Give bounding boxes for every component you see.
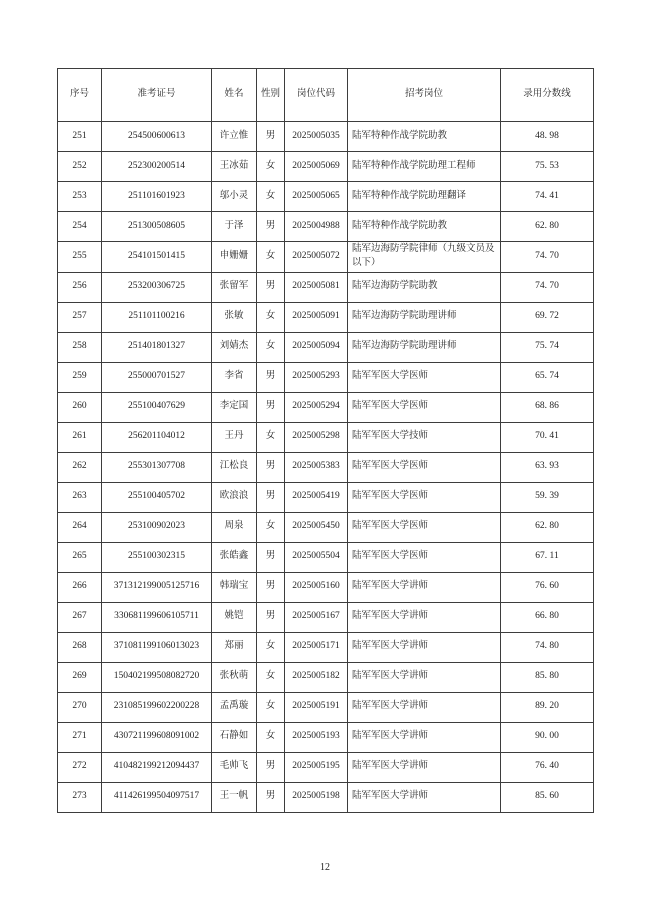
cell-job-code: 2025004988 [285,212,348,242]
table-row [58,752,594,782]
cell-seq: 261 [58,422,102,452]
cell-job-title: 陆军边海防学院助教 [348,272,501,302]
cell-name: 石静如 [212,722,257,752]
cell-gender: 女 [257,242,285,273]
table-row [58,212,594,242]
table-row [58,452,594,482]
cell-ticket-no: 411426199504097517 [102,782,212,812]
table-row [58,482,594,512]
cell-ticket-no: 251401801327 [102,332,212,362]
cell-score: 66. 80 [501,602,594,632]
cell-name: 许立惟 [212,122,257,152]
cell-seq: 265 [58,542,102,572]
cell-job-code: 2025005193 [285,722,348,752]
cell-job-title: 陆军边海防学院助理讲师 [348,332,501,362]
cell-job-title: 陆军军医大学医师 [348,452,501,482]
cell-ticket-no: 255100407629 [102,392,212,422]
cell-score: 76. 40 [501,752,594,782]
table-row [58,572,594,602]
cell-name: 张皓鑫 [212,542,257,572]
cell-job-code: 2025005094 [285,332,348,362]
header-gender: 性别 [257,69,285,122]
cell-seq: 264 [58,512,102,542]
table-row [58,632,594,662]
cell-ticket-no: 251300508605 [102,212,212,242]
cell-score: 63. 93 [501,452,594,482]
cell-job-title: 陆军军医大学医师 [348,392,501,422]
cell-job-title: 陆军军医大学技师 [348,422,501,452]
cell-gender: 女 [257,152,285,182]
table-row [58,332,594,362]
cell-seq: 258 [58,332,102,362]
cell-score: 74. 80 [501,632,594,662]
table-row [58,722,594,752]
cell-ticket-no: 150402199508082720 [102,662,212,692]
cell-score: 74. 41 [501,182,594,212]
cell-ticket-no: 254500600613 [102,122,212,152]
cell-name: 邬小灵 [212,182,257,212]
cell-seq: 252 [58,152,102,182]
cell-name: 王丹 [212,422,257,452]
page-number: 12 [320,862,330,873]
cell-ticket-no: 231085199602200228 [102,692,212,722]
cell-job-code: 2025005091 [285,302,348,332]
table-row [58,242,594,273]
cell-name: 孟禹璇 [212,692,257,722]
cell-job-title: 陆军边海防学院律师（九级文员及以下） [348,242,501,273]
table-row [58,692,594,722]
cell-score: 70. 41 [501,422,594,452]
cell-seq: 263 [58,482,102,512]
recruitment-score-table [57,68,594,813]
table-header-row [58,69,594,122]
cell-name: 郑丽 [212,632,257,662]
cell-ticket-no: 251101601923 [102,182,212,212]
cell-score: 74. 70 [501,272,594,302]
cell-job-code: 2025005294 [285,392,348,422]
cell-score: 76. 60 [501,572,594,602]
table-body [58,122,594,813]
cell-ticket-no: 254101501415 [102,242,212,273]
cell-name: 江松良 [212,452,257,482]
cell-job-title: 陆军军医大学讲师 [348,572,501,602]
cell-job-title: 陆军边海防学院助理讲师 [348,302,501,332]
cell-name: 李定国 [212,392,257,422]
cell-ticket-no: 371081199106013023 [102,632,212,662]
table-row [58,602,594,632]
cell-seq: 257 [58,302,102,332]
cell-score: 90. 00 [501,722,594,752]
cell-name: 于泽 [212,212,257,242]
cell-seq: 272 [58,752,102,782]
cell-ticket-no: 410482199212094437 [102,752,212,782]
cell-gender: 女 [257,182,285,212]
cell-seq: 270 [58,692,102,722]
cell-score: 65. 74 [501,362,594,392]
cell-score: 74. 70 [501,242,594,273]
cell-ticket-no: 252300200514 [102,152,212,182]
cell-seq: 271 [58,722,102,752]
cell-seq: 256 [58,272,102,302]
cell-seq: 269 [58,662,102,692]
cell-gender: 女 [257,512,285,542]
cell-job-code: 2025005171 [285,632,348,662]
cell-seq: 262 [58,452,102,482]
cell-job-title: 陆军特种作战学院助理工程师 [348,152,501,182]
cell-ticket-no: 256201104012 [102,422,212,452]
cell-name: 申姗姗 [212,242,257,273]
cell-job-code: 2025005182 [285,662,348,692]
cell-job-code: 2025005198 [285,782,348,812]
cell-job-title: 陆军特种作战学院助理翻译 [348,182,501,212]
cell-job-code: 2025005072 [285,242,348,273]
cell-job-code: 2025005298 [285,422,348,452]
cell-seq: 259 [58,362,102,392]
cell-gender: 男 [257,392,285,422]
cell-job-code: 2025005191 [285,692,348,722]
cell-job-code: 2025005450 [285,512,348,542]
cell-gender: 女 [257,332,285,362]
cell-name: 刘婧杰 [212,332,257,362]
cell-ticket-no: 253100902023 [102,512,212,542]
cell-job-title: 陆军军医大学讲师 [348,782,501,812]
cell-name: 欧浪浪 [212,482,257,512]
cell-gender: 男 [257,572,285,602]
table-header [58,69,594,122]
table-row [58,512,594,542]
header-job-title: 招考岗位 [348,69,501,122]
cell-name: 王冰茹 [212,152,257,182]
cell-name: 周泉 [212,512,257,542]
cell-gender: 女 [257,692,285,722]
cell-name: 张秋萌 [212,662,257,692]
table-row [58,662,594,692]
cell-ticket-no: 251101100216 [102,302,212,332]
cell-job-title: 陆军军医大学讲师 [348,692,501,722]
cell-gender: 女 [257,632,285,662]
cell-gender: 男 [257,212,285,242]
cell-job-title: 陆军军医大学医师 [348,542,501,572]
cell-seq: 255 [58,242,102,273]
cell-gender: 男 [257,542,285,572]
cell-job-code: 2025005035 [285,122,348,152]
cell-ticket-no: 255000701527 [102,362,212,392]
cell-name: 王一帆 [212,782,257,812]
table-row [58,272,594,302]
cell-name: 姚铠 [212,602,257,632]
cell-gender: 男 [257,752,285,782]
cell-job-title: 陆军特种作战学院助教 [348,122,501,152]
table-row [58,542,594,572]
cell-job-code: 2025005195 [285,752,348,782]
cell-ticket-no: 253200306725 [102,272,212,302]
cell-gender: 男 [257,482,285,512]
cell-job-code: 2025005160 [285,572,348,602]
header-seq: 序号 [58,69,102,122]
cell-gender: 男 [257,272,285,302]
cell-job-code: 2025005081 [285,272,348,302]
cell-name: 张留军 [212,272,257,302]
cell-score: 89. 20 [501,692,594,722]
cell-score: 62. 80 [501,512,594,542]
cell-job-title: 陆军军医大学讲师 [348,632,501,662]
cell-seq: 266 [58,572,102,602]
cell-job-title: 陆军军医大学医师 [348,362,501,392]
cell-score: 75. 74 [501,332,594,362]
cell-gender: 女 [257,422,285,452]
cell-score: 75. 53 [501,152,594,182]
cell-job-code: 2025005293 [285,362,348,392]
table-row [58,182,594,212]
cell-name: 韩瑞宝 [212,572,257,602]
cell-job-code: 2025005383 [285,452,348,482]
cell-job-title: 陆军军医大学讲师 [348,662,501,692]
cell-seq: 254 [58,212,102,242]
cell-job-code: 2025005167 [285,602,348,632]
cell-job-title: 陆军军医大学讲师 [348,752,501,782]
cell-job-title: 陆军军医大学讲师 [348,602,501,632]
cell-gender: 女 [257,302,285,332]
cell-name: 张敏 [212,302,257,332]
cell-seq: 251 [58,122,102,152]
cell-seq: 273 [58,782,102,812]
cell-ticket-no: 255100405702 [102,482,212,512]
cell-job-title: 陆军特种作战学院助教 [348,212,501,242]
cell-gender: 男 [257,362,285,392]
cell-score: 85. 80 [501,662,594,692]
cell-score: 59. 39 [501,482,594,512]
cell-score: 67. 11 [501,542,594,572]
cell-score: 68. 86 [501,392,594,422]
cell-job-code: 2025005065 [285,182,348,212]
cell-gender: 男 [257,452,285,482]
header-job-code: 岗位代码 [285,69,348,122]
cell-score: 48. 98 [501,122,594,152]
table-row [58,362,594,392]
cell-gender: 女 [257,722,285,752]
cell-seq: 253 [58,182,102,212]
header-score: 录用分数线 [501,69,594,122]
cell-job-title: 陆军军医大学医师 [348,512,501,542]
table-row [58,392,594,422]
cell-gender: 男 [257,782,285,812]
cell-score: 69. 72 [501,302,594,332]
table-row [58,302,594,332]
cell-seq: 260 [58,392,102,422]
header-name: 姓名 [212,69,257,122]
cell-score: 85. 60 [501,782,594,812]
cell-job-title: 陆军军医大学医师 [348,482,501,512]
cell-job-code: 2025005504 [285,542,348,572]
cell-seq: 267 [58,602,102,632]
cell-ticket-no: 330681199606105711 [102,602,212,632]
table-row [58,152,594,182]
cell-job-code: 2025005419 [285,482,348,512]
table-row [58,782,594,812]
cell-name: 李省 [212,362,257,392]
table-row [58,422,594,452]
cell-ticket-no: 255100302315 [102,542,212,572]
cell-ticket-no: 371312199005125716 [102,572,212,602]
cell-seq: 268 [58,632,102,662]
table-row [58,122,594,152]
cell-score: 62. 80 [501,212,594,242]
header-ticket-no: 准考证号 [102,69,212,122]
cell-gender: 女 [257,662,285,692]
cell-name: 毛帅飞 [212,752,257,782]
cell-ticket-no: 255301307708 [102,452,212,482]
cell-job-code: 2025005069 [285,152,348,182]
cell-gender: 男 [257,122,285,152]
cell-gender: 男 [257,602,285,632]
cell-ticket-no: 430721199608091002 [102,722,212,752]
cell-job-title: 陆军军医大学讲师 [348,722,501,752]
